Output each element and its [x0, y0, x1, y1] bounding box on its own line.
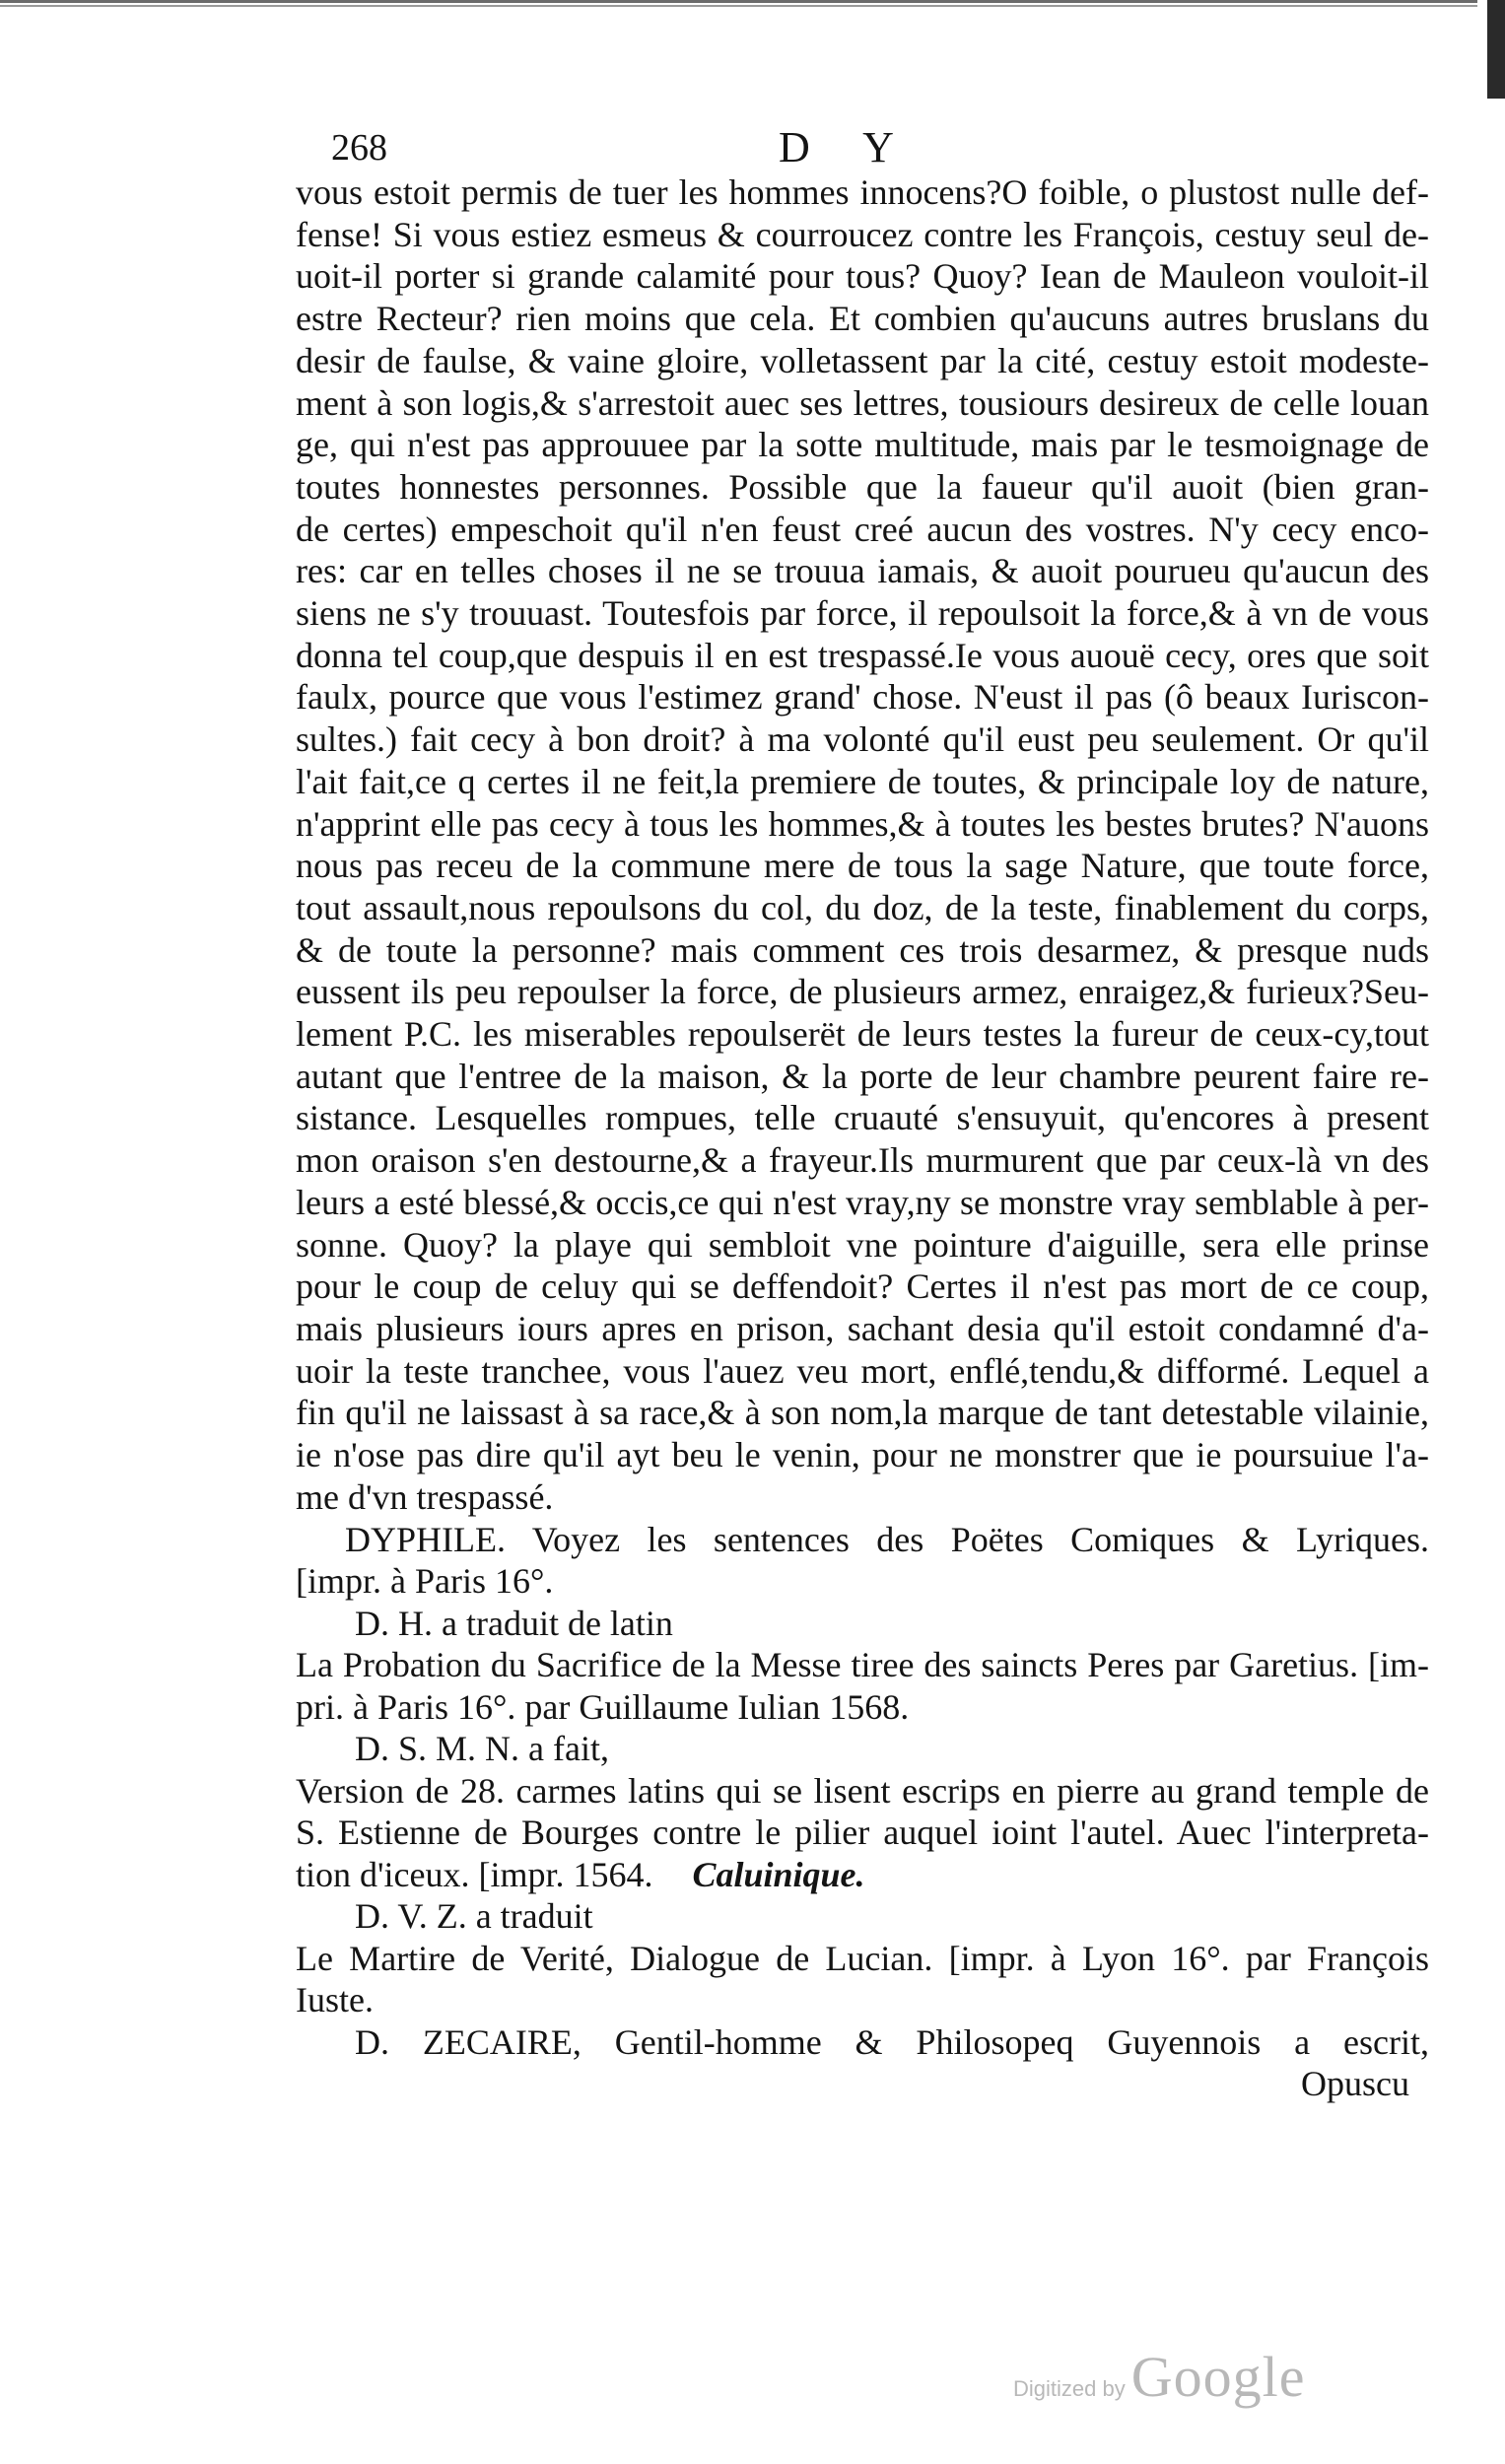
- text-line: res: car en telles choses il ne se trouua iamais, & auoit pourueu qu'aucun des: [296, 551, 1429, 591]
- text-line: ment à son logis,& s'arrestoit auec ses lettres, tousiours desireux de celle louan: [296, 382, 1429, 423]
- body-paragraph: [296, 171, 1429, 1519]
- scan-border-right: [1477, 0, 1505, 99]
- running-head: D Y: [779, 123, 916, 171]
- scan-border-top: [0, 0, 1505, 10]
- catchword: Opuscu: [1301, 2064, 1409, 2103]
- text-line: sonne. Quoy? la playe qui sembloit vne pointure d'aiguille, sera elle prinse: [296, 1224, 1429, 1265]
- text-line: sistance. Lesquelles rompues, telle cruauté s'ensuyuit, qu'encores à present: [296, 1098, 1429, 1138]
- text-line: pour le coup de celuy qui se deffendoit? Certes il n'est pas mort de ce coup,: [296, 1266, 1429, 1307]
- text-line: de certes) empeschoit qu'il n'en feust creé aucun des vostres. N'y cecy enco-: [296, 509, 1429, 549]
- text-line: toutes honnestes personnes. Possible que la faueur qu'il auoit (bien gran-: [296, 466, 1429, 507]
- digitization-watermark: [1013, 2344, 1305, 2410]
- text-line: mon oraison s'en destourne,& a frayeur.Ils murmurent que par ceux-là vn des: [296, 1140, 1429, 1181]
- text-line: tout assault,nous repoulsons du col, du doz, de la teste, finablement du corps,: [296, 887, 1429, 927]
- entry-text: S. Estienne de Bourges contre le pilier auquel ioint l'autel. Auec l'interpreta-: [296, 1813, 1429, 1852]
- entry-line: [296, 1770, 1429, 1813]
- entry-text: Version de 28. carmes latins qui se lisent escrips en pierre au grand temple de: [296, 1770, 1429, 1811]
- entry-line: [296, 1603, 1429, 1645]
- entry-line: [296, 1728, 1429, 1770]
- entry-line: [296, 2021, 1429, 2064]
- entry-line: [296, 1938, 1429, 1980]
- text-line: me d'vn trespassé.: [296, 1476, 554, 1517]
- entry-text: tion d'iceux. [impr. 1564.: [296, 1854, 653, 1894]
- google-logo: Google: [1130, 2345, 1306, 2409]
- entry-text: D. H. a traduit de latin: [355, 1603, 673, 1643]
- entry-text: DYPHILE. Voyez les sentences des Poëtes Comiques & Lyriques.: [345, 1519, 1429, 1559]
- text-line: uoir la teste tranchee, vous l'auez veu mort, enflé,tendu,& difformé. Lequel a: [296, 1350, 1429, 1391]
- text-line: siens ne s'y trouuast. Toutesfois par force, il repoulsoit la force,& à vn de vous: [296, 593, 1429, 634]
- bibliography-entries: [296, 1519, 1429, 2064]
- text-line: faulx, pource que vous l'estimez grand' chose. N'eust il pas (ô beaux Iuriscon-: [296, 677, 1429, 718]
- text-line: estre Recteur? rien moins que cela. Et combien qu'aucuns autres bruslans du: [296, 299, 1429, 339]
- entry-text: D. V. Z. a traduit: [355, 1896, 593, 1936]
- entry-line: [296, 1644, 1429, 1686]
- text-line: l'ait fait,ce q certes il ne feit,la premiere de toutes, & principale loy de nature,: [296, 761, 1429, 801]
- entry-text: [impr. à Paris 16°.: [296, 1561, 554, 1601]
- entry-text: La Probation du Sacrifice de la Messe tiree des saincts Peres par Garetius. [im-: [296, 1645, 1429, 1684]
- text-line: nous pas receu de la commune mere de tous la sage Nature, que toute force,: [296, 846, 1429, 886]
- text-line: sultes.) fait cecy à bon droit? à ma volonté qu'il eust peu seulement. Or qu'il: [296, 719, 1429, 760]
- entry-text: pri. à Paris 16°. par Guillaume Iulian 1568.: [296, 1686, 910, 1727]
- entry-text: D. ZECAIRE, Gentil-homme & Philosopeq Guyennois a escrit,: [355, 2021, 1429, 2062]
- text-line: donna tel coup,que despuis il en est trespassé.Ie vous auouë cecy, ores que soit: [296, 635, 1429, 675]
- text-line: autant que l'entree de la maison, & la porte de leur chambre peurent faire re-: [296, 1056, 1429, 1096]
- text-line: fense! Si vous estiez esmeus & courroucez contre les François, cestuy seul de-: [296, 214, 1429, 254]
- text-line: mais plusieurs iours apres en prison, sachant desia qu'il estoit condamné d'a-: [296, 1308, 1429, 1348]
- entry-line: [296, 1519, 1429, 1561]
- entry-line: [296, 1895, 1429, 1938]
- text-line: ie n'ose pas dire qu'il ayt beu le venin, pour ne monstrer que ie poursuiue l'a-: [296, 1435, 1429, 1475]
- entry-line: [296, 1812, 1429, 1854]
- text-line: & de toute la personne? mais comment ces trois desarmez, & presque nuds: [296, 929, 1429, 970]
- page-number: 268: [331, 127, 387, 169]
- entry-text: Iuste.: [296, 1980, 374, 2019]
- entry-line: [296, 1686, 1429, 1729]
- text-line: n'apprint elle pas cecy à tous les hommes,& à toutes les bestes brutes? N'auons: [296, 803, 1429, 844]
- entry-text: D. S. M. N. a fait,: [355, 1729, 609, 1768]
- entry-text: Le Martire de Verité, Dialogue de Lucian. [impr. à Lyon 16°. par François: [296, 1938, 1429, 1978]
- entry-tag: Caluinique.: [692, 1854, 865, 1894]
- text-line: fin qu'il ne laissast à sa race,& à son nom,la marque de tant detestable vilainie,: [296, 1393, 1429, 1433]
- page-header: [296, 118, 1429, 171]
- watermark-prefix: Digitized by: [1013, 2376, 1126, 2401]
- text-line: vous estoit permis de tuer les hommes innocens?O foible, o plustost nulle def-: [296, 172, 1429, 212]
- text-line: eussent ils peu repoulser la force, de plusieurs armez, enraigez,& furieux?Seu-: [296, 972, 1429, 1012]
- entry-line: [296, 1854, 1429, 1896]
- text-line: lement P.C. les miserables repoulserët de leurs testes la fureur de ceux-cy,tout: [296, 1014, 1429, 1055]
- text-line: uoit-il porter si grande calamité pour tous? Quoy? Iean de Mauleon vouloit-il: [296, 256, 1429, 297]
- book-page: [296, 118, 1429, 2104]
- entry-line: [296, 1560, 1429, 1603]
- entry-line: [296, 1979, 1429, 2021]
- text-line: leurs a esté blessé,& occis,ce qui n'est vray,ny se monstre vray semblable à per-: [296, 1182, 1429, 1222]
- text-line: desir de faulse, & vaine gloire, volletassent par la cité, cestuy estoit modeste-: [296, 340, 1429, 380]
- text-line: ge, qui n'est pas approuuee par la sotte multitude, mais par le tesmoignage de: [296, 425, 1429, 465]
